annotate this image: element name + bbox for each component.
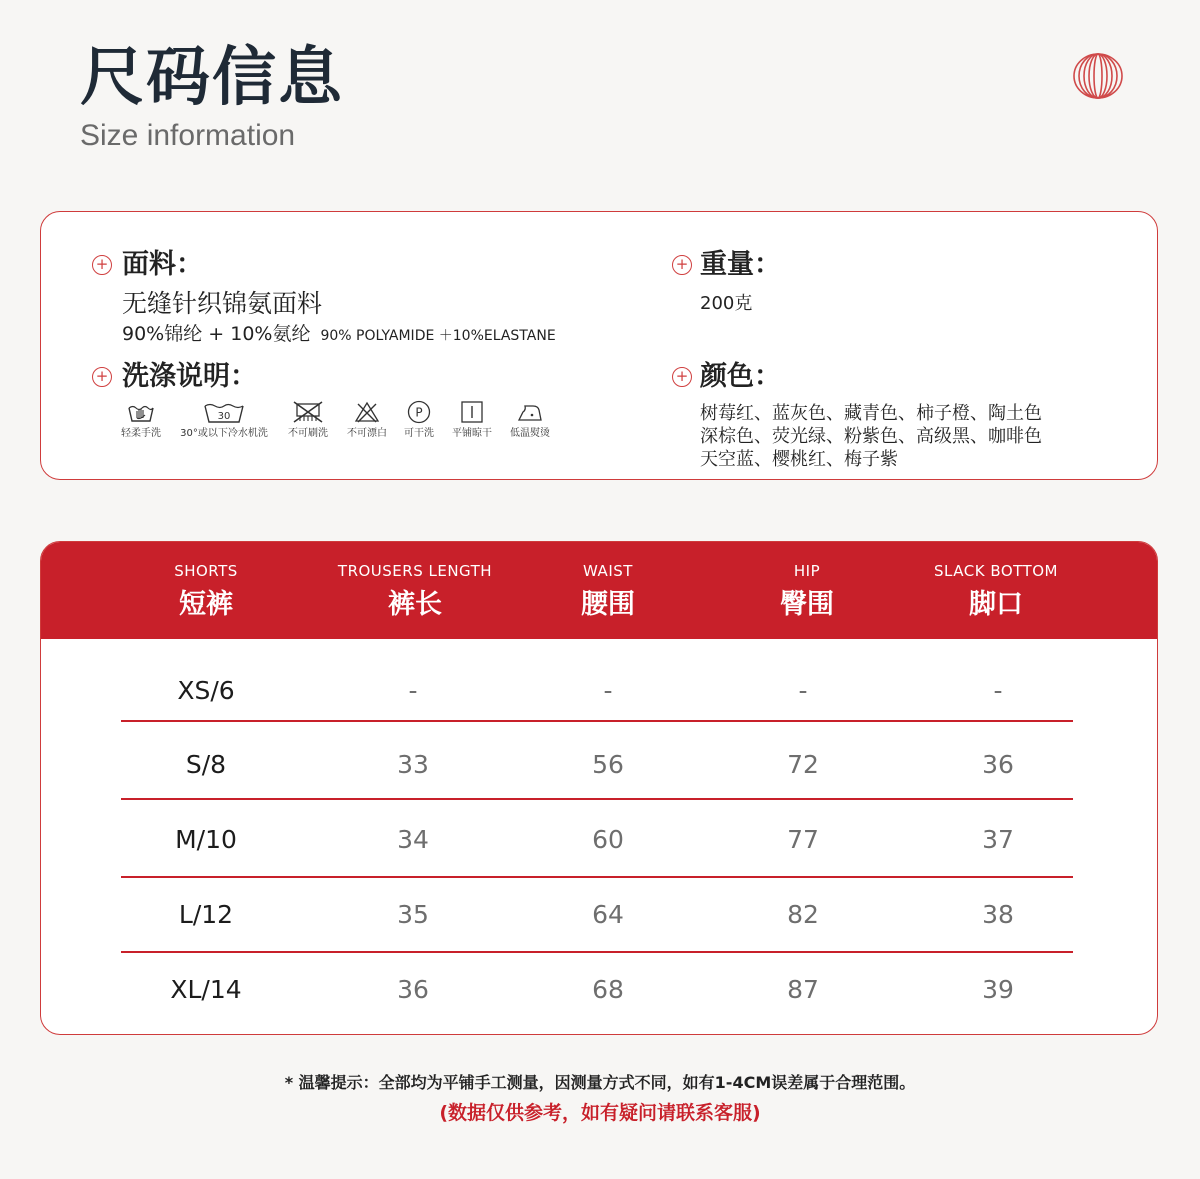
washing-label: 洗涤说明：: [122, 361, 257, 392]
column-header-en: SHORTS: [174, 562, 238, 580]
row-divider: [121, 951, 1073, 953]
value-cell: -: [603, 676, 613, 705]
weight-label: 重量：: [700, 249, 781, 280]
size-table: [40, 541, 1158, 1035]
low-iron-icon: [515, 400, 545, 424]
value-cell: 64: [592, 900, 624, 929]
column-header-en: HIP: [793, 562, 821, 580]
value-cell: -: [798, 676, 808, 705]
wash-item-no-brush: [283, 400, 333, 441]
weight-value: 200克: [700, 293, 753, 314]
colors-label: 颜色：: [700, 361, 781, 392]
reference-disclaimer: (数据仅供参考，如有疑问请联系客服): [439, 1102, 761, 1124]
value-cell: 87: [787, 975, 819, 1004]
page-title: 尺码信息: [80, 41, 344, 115]
page-subtitle: Size information: [80, 119, 296, 152]
machine-wash-30-icon: [203, 400, 245, 424]
column-header-zh: 臀围: [780, 589, 834, 620]
plus-icon: +: [672, 255, 692, 275]
column-header-en: TROUSERS LENGTH: [337, 562, 493, 580]
column-header-zh: 腰围: [581, 589, 635, 620]
column-header-en: WAIST: [583, 562, 633, 580]
row-divider: [121, 798, 1073, 800]
row-divider: [121, 720, 1073, 722]
wash-item-no-bleach: [342, 400, 392, 441]
wash-label: 可干洗: [404, 428, 434, 439]
column-header-zh: 短裤: [179, 589, 233, 620]
size-cell: M/10: [175, 825, 237, 854]
wash-label: 不可漂白: [347, 428, 387, 439]
column-header-zh: 裤长: [388, 589, 442, 620]
table-row: [41, 676, 1157, 706]
size-cell: S/8: [185, 750, 227, 779]
fabric-composition-en: 90% POLYAMIDE ＋10%ELASTANE: [320, 328, 556, 344]
no-brush-icon: [291, 400, 325, 424]
wash-item-machine-wash: [174, 400, 274, 441]
column-header-en: SLACK BOTTOM: [934, 562, 1058, 580]
column-header-zh: 脚口: [969, 589, 1023, 620]
plus-icon: +: [672, 367, 692, 387]
plus-icon: +: [92, 255, 112, 275]
wash-item-low-iron: [505, 400, 555, 441]
measurement-tip: * 温馨提示：全部均为平铺手工测量，因测量方式不同，如有1-4CM误差属于合理范围。: [284, 1073, 916, 1092]
value-cell: 38: [982, 900, 1014, 929]
value-cell: 33: [397, 750, 429, 779]
value-cell: 36: [982, 750, 1014, 779]
fabric-composition-zh: 90%锦纶 + 10%氨纶: [122, 323, 311, 345]
value-cell: 60: [592, 825, 624, 854]
value-cell: -: [408, 676, 418, 705]
value-cell: 56: [592, 750, 624, 779]
wash-label: 轻柔手洗: [121, 428, 161, 439]
flat-dry-shade-icon: [459, 400, 485, 424]
colors-line: 天空蓝、樱桃红、梅子紫: [700, 449, 898, 470]
wash-item-dry-clean: [398, 400, 440, 441]
wash-temp: 30: [217, 411, 231, 422]
fabric-label: 面料：: [122, 249, 203, 280]
value-cell: 35: [397, 900, 429, 929]
table-row: [41, 975, 1157, 1005]
table-row: [41, 825, 1157, 855]
size-table-header: [41, 542, 1157, 639]
hand-wash-icon: [126, 400, 156, 424]
wash-item-flat-dry: [446, 400, 498, 441]
rings-icon: [1072, 50, 1124, 102]
value-cell: 37: [982, 825, 1014, 854]
value-cell: 72: [787, 750, 819, 779]
wash-label: 低温熨烫: [510, 428, 550, 439]
fabric-name: 无缝针织锦氨面料: [122, 289, 323, 318]
value-cell: -: [993, 676, 1003, 705]
size-cell: XS/6: [177, 676, 235, 705]
table-row: [41, 750, 1157, 780]
wash-label: 30°或以下冷水机洗: [180, 428, 268, 439]
value-cell: 36: [397, 975, 429, 1004]
dry-clean-letter: P: [415, 405, 423, 420]
wash-label: 平铺晾干: [452, 428, 492, 439]
value-cell: 82: [787, 900, 819, 929]
value-cell: 34: [397, 825, 429, 854]
value-cell: 68: [592, 975, 624, 1004]
colors-line: 树莓红、蓝灰色、藏青色、柿子橙、陶土色: [700, 403, 1042, 424]
dry-clean-p-icon: [406, 400, 432, 424]
wash-label: 不可刷洗: [288, 428, 328, 439]
size-cell: XL/14: [170, 975, 242, 1004]
value-cell: 39: [982, 975, 1014, 1004]
colors-line: 深棕色、荧光绿、粉紫色、高级黑、咖啡色: [700, 426, 1042, 447]
table-row: [41, 900, 1157, 930]
size-cell: L/12: [178, 900, 234, 929]
no-bleach-icon: [353, 400, 381, 424]
plus-icon: +: [92, 367, 112, 387]
wash-item-hand-wash: [115, 400, 167, 441]
row-divider: [121, 876, 1073, 878]
value-cell: 77: [787, 825, 819, 854]
fabric-composition: [122, 322, 556, 348]
